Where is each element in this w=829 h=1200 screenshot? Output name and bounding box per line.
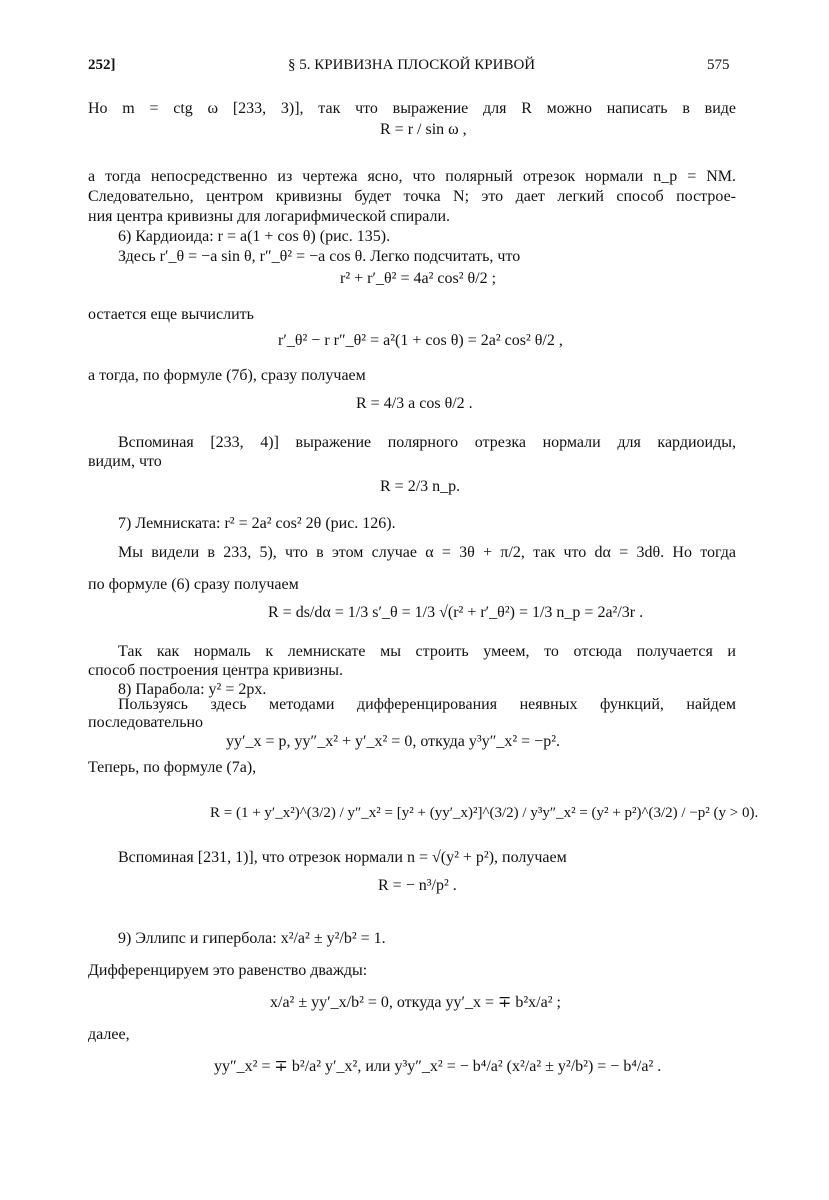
- formula-8: R = (1 + y′_x²)^(3/2) / y″_x² = [y² + (yy′_x)²]^(3/2) / y³y″_x² = (y² + p²)^(3/2) / −p² (y > 0).: [210, 805, 759, 821]
- formula-2: r² + r′_θ² = 4a² cos² θ/2 ;: [340, 270, 497, 287]
- text-line: Здесь r′_θ = −a sin θ, r″_θ² = −a cos θ. Легко подсчитать, что: [118, 248, 521, 265]
- text-line: по формуле (6) сразу получаем: [88, 576, 299, 593]
- text-line: а тогда непосредственно из чертежа ясно, что полярный отрезок нормали n_p = NM.: [88, 168, 736, 185]
- text-line: а тогда, по формуле (7б), сразу получаем: [88, 367, 366, 384]
- text-line: Следовательно, центром кривизны будет точка N; это дает легкий способ построе-: [88, 188, 736, 205]
- formula-4: R = 4/3 a cos θ/2 .: [356, 395, 473, 412]
- text-line: 9) Эллипс и гипербола: x²/a² ± y²/b² = 1.: [118, 930, 386, 947]
- text-line: Мы видели в 233, 5), что в этом случае α = 3θ + π/2, так что dα = 3dθ. Но тогда: [118, 544, 736, 561]
- text-line: Вспоминая [231, 1)], что отрезок нормали n = √(y² + p²), получаем: [118, 849, 567, 866]
- formula-7: yy′_x = p, yy″_x² + y′_x² = 0, откуда y³y″_x² = −p².: [226, 733, 560, 750]
- text-line: Так как нормаль к лемнискате мы строить умеем, то отсюда получается и: [118, 643, 736, 660]
- text-line: Вспоминая [233, 4)] выражение полярного отрезка нормали для кардиоиды,: [118, 434, 736, 451]
- text-line: 8) Парабола: y² = 2px.: [118, 681, 267, 698]
- formula-3: r′_θ² − r r″_θ² = a²(1 + cos θ) = 2a² cos² θ/2 ,: [278, 332, 563, 349]
- text-line: Пользуясь здесь методами дифференцирования неявных функций, найдем: [118, 696, 736, 713]
- header-chapter-title: § 5. КРИВИЗНА ПЛОСКОЙ КРИВОЙ: [288, 57, 536, 73]
- text-line: Теперь, по формуле (7а),: [88, 759, 257, 776]
- formula-11: yy″_x² = ∓ b²/a² y′_x², или y³y″_x² = − b⁴/a² (x²/a² ± y²/b²) = − b⁴/a² .: [214, 1058, 662, 1075]
- text-line: остается еще вычислить: [88, 306, 254, 323]
- formula-text: R = r / sin ω ,: [380, 121, 467, 138]
- text-line: последовательно: [88, 714, 204, 731]
- text-line: способ построения центра кривизны.: [88, 662, 343, 679]
- formula-10: x/a² ± yy′_x/b² = 0, откуда yy′_x = ∓ b²x/a² ;: [270, 994, 561, 1011]
- text-line: 6) Кардиоида: r = a(1 + cos θ) (рис. 135).: [118, 228, 391, 245]
- formula-6: R = ds/dα = 1/3 s′_θ = 1/3 √(r² + r′_θ²) = 1/3 n_p = 2a²/3r .: [268, 604, 644, 621]
- text-line: 7) Лемниската: r² = 2a² cos² 2θ (рис. 126).: [118, 515, 396, 532]
- formula-9: R = − n³/p² .: [378, 877, 457, 894]
- formula-1: [380, 121, 467, 139]
- text-line: далее,: [88, 1026, 130, 1043]
- text-line: видим, что: [88, 453, 162, 470]
- header-section-number: 252]: [88, 57, 116, 73]
- text-line: Дифференцируем это равенство дважды:: [88, 962, 368, 979]
- text-line: ния центра кривизны для логарифмической спирали.: [88, 208, 451, 225]
- header-page-number: 575: [707, 57, 730, 73]
- formula-5: R = 2/3 n_p.: [380, 478, 461, 495]
- text-line: Но m = ctg ω [233, 3)], так что выражение для R можно написать в виде: [88, 100, 736, 117]
